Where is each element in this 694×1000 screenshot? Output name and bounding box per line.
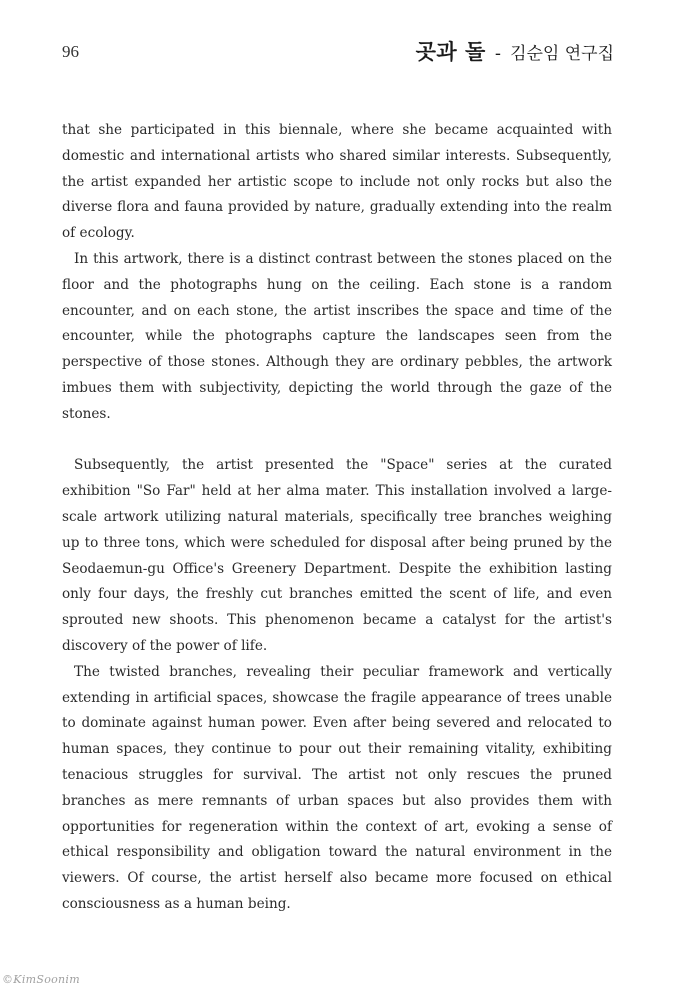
paragraph: Subsequently, the artist presented the "Space" series at the curated exhibition "So Far" held at her alma mater. This installation involved a large-scale artwork utilizing natural materials, specifically tree branches weighing up to three tons, which were scheduled for disposal after being pruned by the Seodaemun-gu Office's Greenery Department. Despite the exhibition lasting only four days, the freshly cut branches emitted the scent of life, and even sprouted new shoots. This phenomenon became a catalyst for the artist's discovery of the power of life. [62,457,612,654]
copyright-watermark: ©KimSoonim [2,973,80,986]
book-title: 곳과 돌 [415,40,486,64]
page-header [62,30,614,70]
paragraph: In this artwork, there is a distinct contrast between the stones placed on the floor and the photographs hung on the ceiling. Each stone is a random encounter, and on each stone, the artist inscribes the space and time of the encounter, while the photographs capture the landscapes seen from the perspective of those stones. Although they are ordinary pebbles, the artwork imbues them with subjectivity, depicting the world through the gaze of the stones. [62,250,612,422]
paragraph: The twisted branches, revealing their peculiar framework and vertically extending in artificial spaces, showcase the fragile appearance of trees unable to dominate against human power. Even after being severed and relocated to human spaces, they continue to pour out their remaining vitality, exhibiting tenacious struggles for survival. The artist not only rescues the pruned branches as mere remnants of urban spaces but also provides them with opportunities for regeneration within the context of art, evoking a sense of ethical responsibility and obligation toward the natural environment in the viewers. Of course, the artist herself also became more focused on ethical consciousness as a human being. [62,663,612,912]
paragraph-continued: that she participated in this biennale, where she became acquainted with domestic and international artists who shared similar interests. Subsequently, the artist expanded her artistic scope to include not only rocks but also the diverse flora and fauna provided by nature, gradually extending into the realm of ecology. [62,122,612,242]
book-subtitle: 김순임 연구집 [510,44,614,64]
title-separator: - [494,44,501,64]
page-number: 96 [62,42,79,61]
running-head [416,36,614,66]
body-text [62,118,612,918]
